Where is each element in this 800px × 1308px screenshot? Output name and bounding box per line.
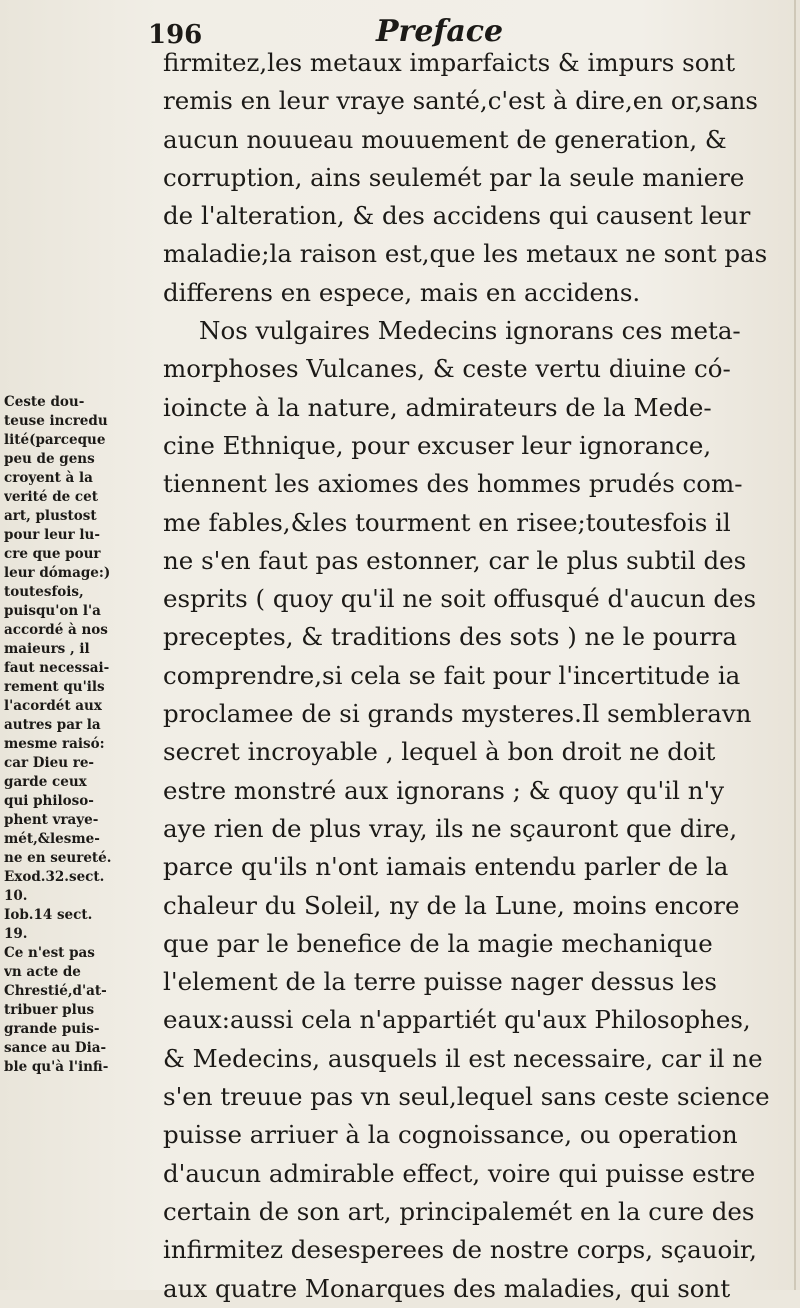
margin-note-line: autres par la	[4, 717, 101, 733]
text-line: aye rien de plus vray, ils ne sçauront que dire,	[163, 813, 738, 843]
text-line: puisse arriuer à la cognoissance, ou operation	[163, 1120, 738, 1150]
margin-note-line: puisqu'on l'a	[4, 603, 101, 619]
margin-note-line: qui philoso-	[4, 793, 94, 809]
margin-note-line: l'acordét aux	[4, 698, 102, 714]
margin-note-line: 19.	[4, 926, 28, 942]
margin-note-line: grande puis-	[4, 1021, 100, 1037]
text-line: cine Ethnique, pour excuser leur ignorance,	[163, 430, 712, 460]
margin-notes	[4, 393, 162, 1077]
text-line: Nos vulgaires Medecins ignorans ces meta-	[199, 316, 741, 346]
margin-note-line: ble qu'à l'infi-	[4, 1059, 109, 1075]
margin-note-line: 10.	[4, 888, 28, 904]
text-line: maladie;la raison est,que les metaux ne sont pas	[163, 239, 768, 269]
margin-note-line: art, plustost	[4, 508, 97, 524]
text-line: infirmitez desesperees de nostre corps, sçauoir,	[163, 1235, 757, 1265]
margin-note-line: ne en seureté.	[4, 850, 112, 866]
margin-note-line: toutesfois,	[4, 584, 84, 600]
text-line: d'aucun admirable effect, voire qui puisse estre	[163, 1158, 756, 1188]
page-edge-shadow	[794, 0, 796, 1290]
margin-note-line: cre que pour	[4, 546, 101, 562]
text-line: secret incroyable , lequel à bon droit ne doit	[163, 737, 716, 767]
text-line: ioincte à la nature, admirateurs de la Mede-	[163, 392, 712, 422]
margin-note-line: Iob.14 sect.	[4, 907, 93, 923]
margin-note-line: croyent à la	[4, 470, 93, 486]
text-line: chaleur du Soleil, ny de la Lune, moins encore	[163, 890, 740, 920]
margin-note-line: verité de cet	[4, 489, 98, 505]
margin-note-line: car Dieu re-	[4, 755, 95, 771]
margin-note-line: accordé à nos	[4, 622, 108, 638]
text-line: corruption, ains seulemét par la seule maniere	[163, 162, 745, 192]
text-line: aucun nouueau mouuement de generation, &	[163, 124, 727, 154]
margin-note-line: faut necessai-	[4, 660, 110, 676]
text-line: me fables,&les tourment en risee;toutesfois il	[163, 507, 731, 537]
margin-note-line: mét,&lesme-	[4, 831, 100, 847]
text-line: comprendre,si cela se fait pour l'incertitude ia	[163, 660, 741, 690]
margin-note-line: garde ceux	[4, 774, 87, 790]
margin-note-line: vn acte de	[4, 964, 81, 980]
text-line: morphoses Vulcanes, & ceste vertu diuine có-	[163, 354, 731, 384]
margin-note-line: leur dómage:)	[4, 565, 111, 581]
text-line: remis en leur vraye santé,c'est à dire,en or,sans	[163, 86, 758, 116]
text-line: esprits ( quoy qu'il ne soit offusqué d'aucun des	[163, 584, 757, 614]
margin-note-line: Chrestié,d'at-	[4, 983, 107, 999]
running-title: Preface	[376, 14, 504, 49]
margin-note-line: maieurs , il	[4, 641, 90, 657]
text-line: de l'alteration, & des accidens qui causent leur	[163, 201, 751, 231]
text-line: preceptes, & traditions des sots ) ne le pourra	[163, 622, 737, 652]
text-line: s'en treuue pas vn seul,lequel sans ceste science	[163, 1082, 770, 1112]
page-number: 196	[148, 20, 203, 50]
margin-note-line: phent vraye-	[4, 812, 99, 828]
margin-note-line: lité(parceque	[4, 432, 106, 448]
margin-note-line: tribuer plus	[4, 1002, 95, 1018]
margin-note-line: Exod.32.sect.	[4, 869, 105, 885]
text-line: differens en espece, mais en accidens.	[163, 277, 641, 307]
margin-note-line: rement qu'ils	[4, 679, 105, 695]
margin-note-line: peu de gens	[4, 451, 95, 467]
text-line: estre monstré aux ignorans ; & quoy qu'il n'y	[163, 775, 725, 805]
text-line: aux quatre Monarques des maladies, qui sont	[163, 1273, 731, 1303]
margin-note-line: pour leur lu-	[4, 527, 100, 543]
text-line: que par le benefice de la magie mechanique	[163, 928, 713, 958]
text-line: & Medecins, ausquels il est necessaire, car il ne	[163, 1043, 763, 1073]
margin-note-line: mesme raisó:	[4, 736, 105, 752]
text-line: ne s'en faut pas estonner, car le plus subtil des	[163, 545, 747, 575]
margin-note-line: Ceste dou-	[4, 394, 85, 410]
text-line: certain de son art, principalemét en la cure des	[163, 1196, 755, 1226]
margin-note-line: Ce n'est pas	[4, 945, 95, 961]
margin-note-line: teuse incredu	[4, 413, 108, 429]
text-line: proclamee de si grands mysteres.Il sembleravn	[163, 699, 752, 729]
text-line: eaux:aussi cela n'appartiét qu'aux Philosophes,	[163, 1005, 751, 1035]
main-text	[163, 44, 793, 1308]
text-line: parce qu'ils n'ont iamais entendu parler de la	[163, 852, 729, 882]
text-line: l'element de la terre puisse nager dessus les	[163, 967, 717, 997]
text-line: firmitez,les metaux imparfaicts & impurs sont	[163, 48, 736, 77]
text-line: tiennent les axiomes des hommes prudés com-	[163, 469, 743, 499]
margin-note-line: sance au Dia-	[4, 1040, 107, 1056]
